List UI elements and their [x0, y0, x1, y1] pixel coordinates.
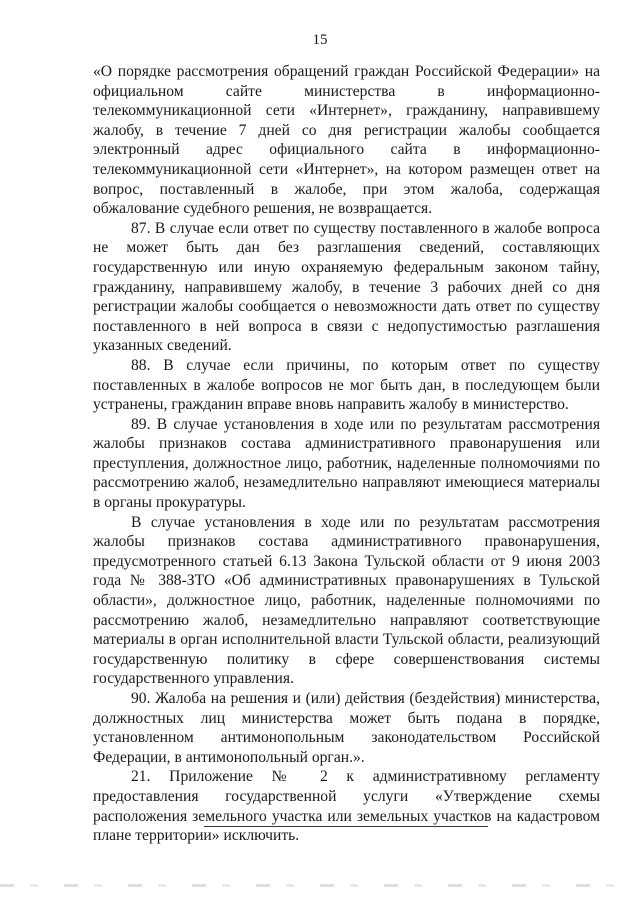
paragraph-21: 21. Приложение № 2 к административному регламенту предоставления государственной услуги «Утверждение схемы расположения земельного участка или земельных участков на кадастровом плане территории» исключить. — [93, 768, 600, 845]
signature-divider-line — [204, 826, 488, 827]
paragraph-continuation: «О порядке рассмотрения обращений граждан Российской Федерации» на официальном сайте министерства в информационно-телекоммуникационной сети «Интернет», гражданину, направившему жалобу, в течение 7 дней со дня регистрации жалобы сообщается электронный адрес официального сайта в информационно-телекоммуникационной сети «Интернет», на котором размещен ответ на вопрос, поставленный в жалобе, при этом жалоба, содержащая обжалование судебного решения, не возвращается. — [93, 63, 600, 218]
page-number: 15 — [312, 32, 328, 48]
scan-bottom-artifact — [0, 884, 640, 887]
paragraph-89: 89. В случае установления в ходе или по результатам рассмотрения жалобы признаков состава административного правонарушения или преступления, должностное лицо, работник, наделенные полномочиями по рассмотрению жалоб, незамедлительно направляют имеющиеся материалы в органы прокуратуры. — [93, 415, 600, 512]
paragraph-88: 88. В случае если причины, по которым ответ по существу поставленных в жалобе вопросов не мог быть дан, в последующем были устранены, гражданин вправе вновь направить жалобу в министерство. — [93, 356, 600, 414]
paragraph-90: 90. Жалоба на решения и (или) действия (бездействия) министерства, должностных лиц министерства может быть подана в порядке, установленном антимонопольным законодательством Российской Федерации, в антимонопольный орган.». — [93, 690, 600, 766]
paragraph-89-second: В случае установления в ходе или по результатам рассмотрения жалобы признаков состава административного правонарушения, предусмотренного статьей 6.13 Закона Тульской области от 9 июня 2003 года № 388-ЗТО «Об административных правонарушениях в Тульской области», должностное лицо, работник, наделенные полномочиями по рассмотрению жалоб, незамедлительно направляют соответствующие материалы в орган исполнительной власти Тульской области, реализующий государственную политику в сфере совершенствования системы государственного управления. — [93, 513, 600, 688]
document-body — [93, 62, 600, 846]
paragraph-87: 87. В случае если ответ по существу поставленного в жалобе вопроса не может быть дан без разглашения сведений, составляющих государственную или иную охраняемую федеральным законом тайну, гражданину, направившему жалобу, в течение 3 рабочих дней со дня регистрации жалобы сообщается о невозможности дать ответ по существу поставленного в ней вопроса в связи с недопустимостью разглашения указанных сведений. — [93, 219, 600, 355]
